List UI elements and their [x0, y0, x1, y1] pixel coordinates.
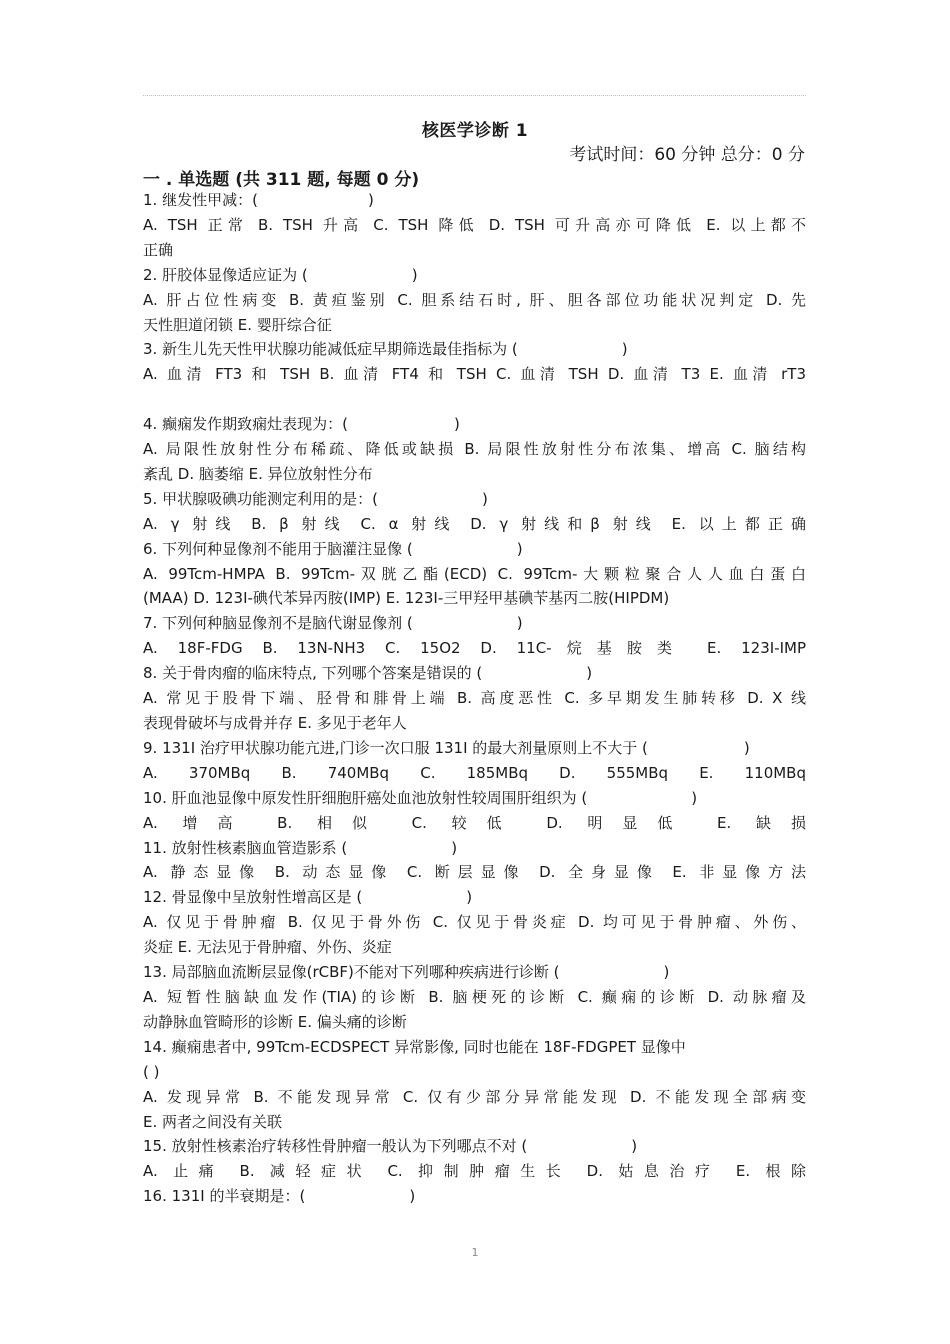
question-options: (MAA) D. 123I-碘代苯异丙胺(IMP) E. 123I-三甲羟甲基碘苄基丙二胺(HIPDM): [143, 589, 670, 608]
question-options: 正确: [143, 240, 174, 259]
page-number: 1: [471, 1246, 479, 1259]
question-stem: 15. 放射性核素治疗转移性骨肿瘤一般认为下列哪点不对 ( ): [143, 1137, 638, 1156]
question-stem: 4. 癫痫发作期致痫灶表现为：( ): [143, 415, 460, 434]
question-stem: 3. 新生儿先天性甲状腺功能减低症早期筛选最佳指标为 ( ): [143, 340, 628, 359]
question-options: 动静脉血管畸形的诊断 E. 偏头痛的诊断: [143, 1012, 407, 1031]
header-divider: [143, 95, 806, 96]
blank-line: [143, 387, 806, 412]
question-options: A. 99Tcm-HMPA B. 99Tcm-双胱乙酯(ECD) C. 99Tcm-大颗粒聚合人人血白蛋白: [143, 564, 806, 583]
question-options: A. 仅见于骨肿瘤 B. 仅见于骨外伤 C. 仅见于骨炎症 D. 均可见于骨肿瘤、外伤、: [143, 913, 806, 932]
question-stem: 7. 下列何种脑显像剂不是脑代谢显像剂 ( ): [143, 614, 523, 633]
question-options: A. 常见于股骨下端、胫骨和腓骨上端 B. 高度恶性 C. 多早期发生肺转移 D. X 线: [143, 689, 806, 708]
question-options: A. 短暂性脑缺血发作(TIA)的诊断 B. 脑梗死的诊断 C. 癫痫的诊断 D. 动脉瘤及: [143, 987, 806, 1006]
question-stem: 1. 继发性甲减：( ): [143, 191, 374, 209]
answer-blank: ( ): [143, 1062, 160, 1081]
question-stem: 11. 放射性核素脑血管造影系 ( ): [143, 838, 458, 857]
question-stem: 6. 下列何种显像剂不能用于脑灌注显像 ( ): [143, 539, 523, 558]
question-options: A. 局限性放射性分布稀疏、降低或缺损 B. 局限性放射性分布浓集、增高 C. 脑结构: [143, 440, 806, 459]
question-options: 紊乱 D. 脑萎缩 E. 异位放射性分布: [143, 464, 373, 483]
question-options: A. 增高 B. 相似 C. 较低 D. 明显低 E. 缺损: [143, 813, 806, 832]
page-title: 核医学诊断 1: [421, 121, 529, 141]
question-options: A. 止痛 B. 减轻症状 C. 抑制肿瘤生长 D. 姑息治疗 E. 根除: [143, 1162, 806, 1181]
question-options: A. 肝占位性病变 B. 黄疸鉴别 C. 胆系结石时, 肝、胆各部位功能状况判定 D. 先: [143, 290, 806, 309]
question-list: [143, 188, 806, 1209]
question-options: 炎症 E. 无法见于骨肿瘤、外伤、炎症: [143, 938, 392, 957]
question-stem: 16. 131I 的半衰期是：( ): [143, 1187, 416, 1206]
question-options: 天性胆道闭锁 E. 婴肝综合征: [143, 315, 332, 334]
question-options: E. 两者之间没有关联: [143, 1112, 283, 1131]
question-options: A. 静态显像 B. 动态显像 C. 断层显像 D. 全身显像 E. 非显像方法: [143, 863, 806, 882]
question-options: A. γ 射线 B. β 射线 C. α 射线 D. γ 射线和β 射线 E. 以上都正确: [143, 514, 806, 533]
question-options: A. TSH 正常 B. TSH 升高 C. TSH 降低 D. TSH 可升高亦可降低 E. 以上都不: [143, 215, 806, 234]
question-stem: 13. 局部脑血流断层显像(rCBF)不能对下列哪种疾病进行诊断 ( ): [143, 963, 670, 982]
question-stem: 9. 131I 治疗甲状腺功能亢进,门诊一次口服 131I 的最大剂量原则上不大于 ( ): [143, 738, 750, 757]
question-options: A. 370MBq B. 740MBq C. 185MBq D. 555MBq E. 110MBq: [143, 763, 806, 782]
question-stem: 14. 癫痫患者中, 99Tcm-ECDSPECT 异常影像, 同时也能在 18F-FDGPET 显像中: [143, 1037, 686, 1056]
question-stem: 8. 关于骨肉瘤的临床特点, 下列哪个答案是错误的 ( ): [143, 664, 593, 683]
question-stem: 10. 肝血池显像中原发性肝细胞肝癌处血池放射性较周围肝组织为 ( ): [143, 788, 698, 807]
question-options: A. 发现异常 B. 不能发现异常 C. 仅有少部分异常能发现 D. 不能发现全部病变: [143, 1087, 806, 1106]
question-options: A. 18F-FDG B. 13N-NH3 C. 15O2 D. 11C-烷基胺类 E. 123I-IMP: [143, 639, 806, 658]
exam-info: 考试时间：60 分钟 总分：0 分: [569, 145, 805, 165]
question-options: 表现骨破坏与成骨并存 E. 多见于老年人: [143, 714, 407, 733]
question-stem: 12. 骨显像中呈放射性增高区是 ( ): [143, 888, 473, 907]
question-stem: 5. 甲状腺吸碘功能测定利用的是：( ): [143, 489, 488, 508]
question-stem: 2. 肝胶体显像适应证为 ( ): [143, 265, 418, 284]
question-options: A. 血清 FT3 和 TSH B. 血清 FT4 和 TSH C. 血清 TSH D. 血清 T3 E. 血清 rT3: [143, 365, 806, 384]
section-heading: 一 . 单选题 (共 311 题, 每题 0 分): [143, 170, 420, 190]
